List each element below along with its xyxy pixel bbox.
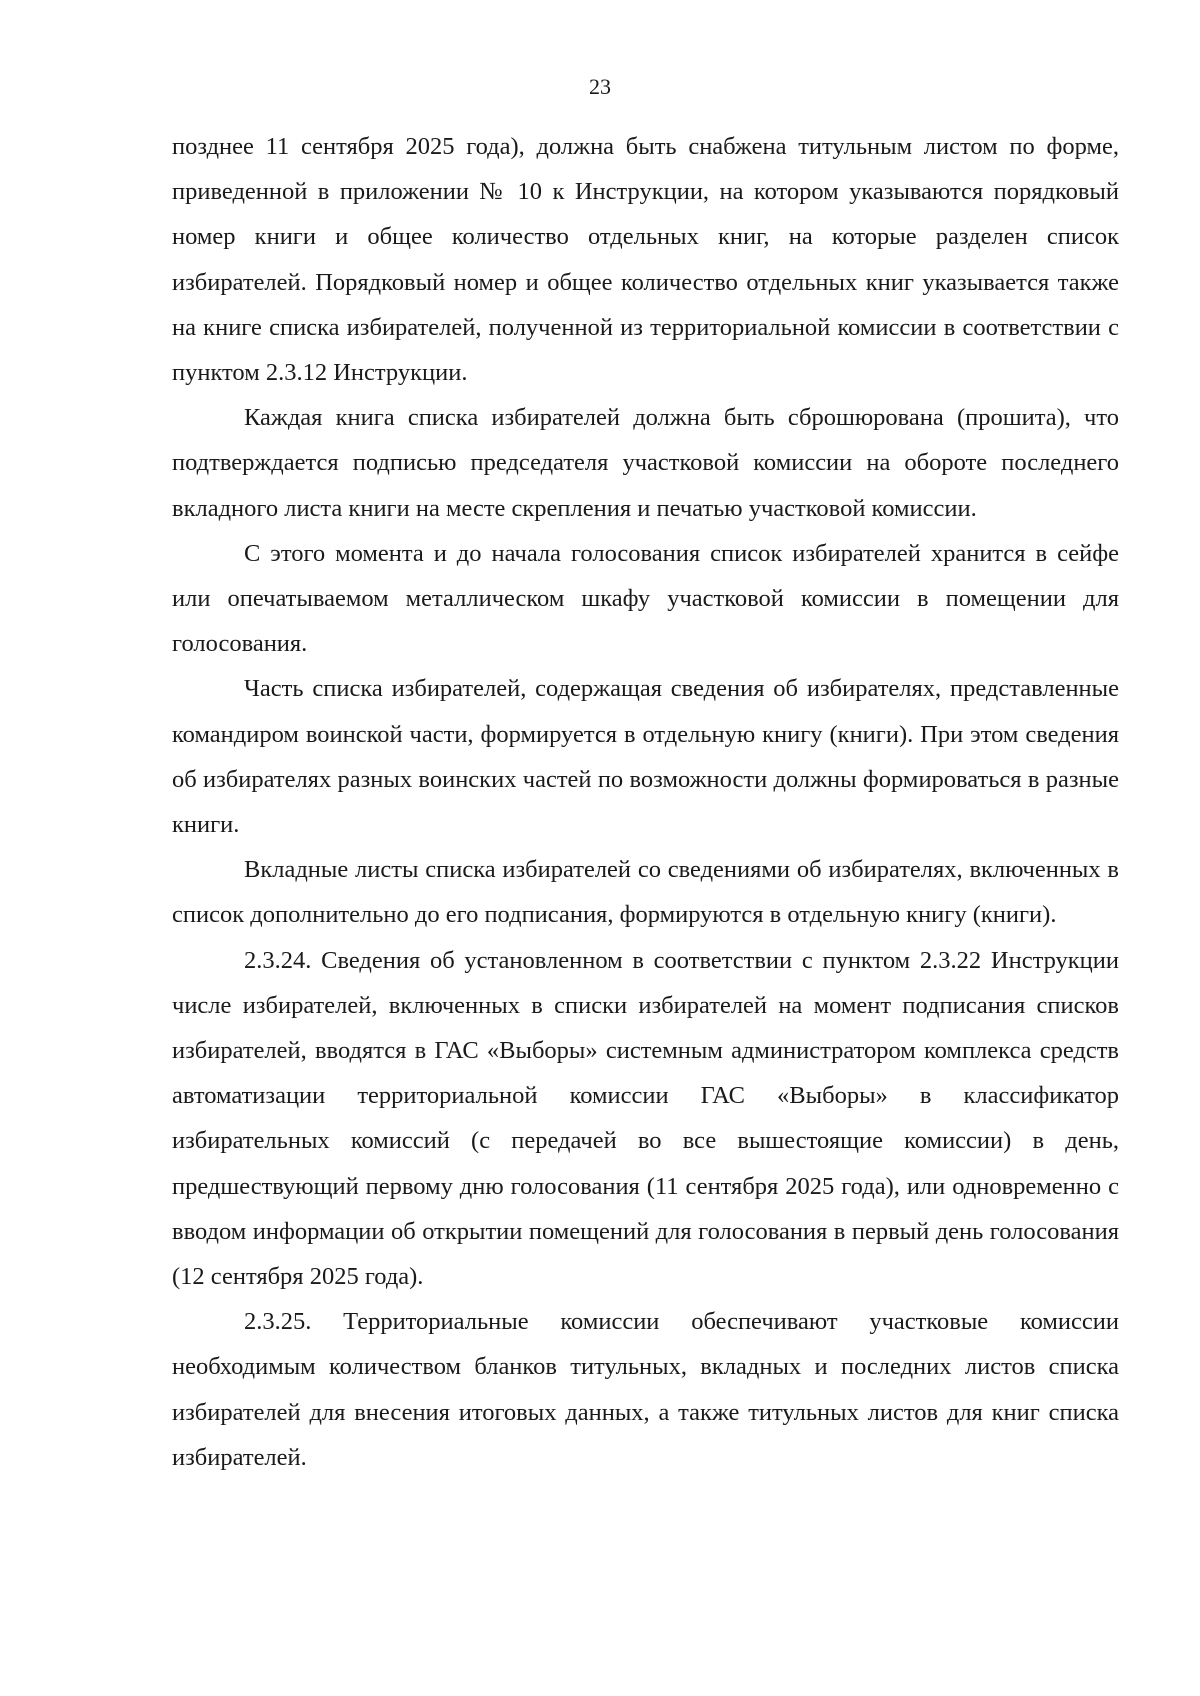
document-body: [172, 124, 1119, 1480]
paragraph-continuation: позднее 11 сентября 2025 года), должна быть снабжена титульным листом по форме, приведенной в приложении № 10 к Инструкции, на котором указываются порядковый номер книги и общее количество отдельных книг, на которые разделен список избирателей. Порядковый номер и общее количество отдельных книг указывается также на книге списка избирателей, полученной из территориальной комиссии в соответствии с пунктом 2.3.12 Инструкции.: [172, 133, 1119, 387]
paragraph-insert-sheets: Вкладные листы списка избирателей со сведениями об избирателях, включенных в список дополнительно до его подписания, формируются в отдельную книгу (книги).: [172, 856, 1119, 929]
paragraph-storage: С этого момента и до начала голосования список избирателей хранится в сейфе или опечатываемом металлическом шкафу участковой комиссии в помещении для голосования.: [172, 539, 1119, 658]
paragraph-2-3-24: 2.3.24. Сведения об установленном в соответствии с пунктом 2.3.22 Инструкции числе избирателей, включенных в списки избирателей на момент подписания списков избирателей, вводятся в ГАС «Выборы» системным администратором комплекса средств автоматизации территориальной комиссии ГАС «Выборы» в классификатор избирательных комиссий (с передачей во все вышестоящие комиссии) в день, предшествующий первому дню голосования (11 сентября 2025 года), или одновременно с вводом информации об открытии помещений для голосования в первый день голосования (12 сентября 2025 года).: [172, 946, 1119, 1291]
page-number: 23: [589, 74, 611, 99]
paragraph-military-unit: Часть списка избирателей, содержащая сведения об избирателях, представленные командиром воинской части, формируется в отдельную книгу (книги). При этом сведения об избирателях разных воинских частей по возможности должны формироваться в разные книги.: [172, 675, 1119, 839]
paragraph-binding: Каждая книга списка избирателей должна быть сброшюрована (прошита), что подтверждается подписью председателя участковой комиссии на обороте последнего вкладного листа книги на месте скрепления и печатью участковой комиссии.: [172, 404, 1119, 522]
paragraph-2-3-25: 2.3.25. Территориальные комиссии обеспечивают участковые комиссии необходимым количеством бланков титульных, вкладных и последних листов списка избирателей для внесения итоговых данных, а также титульных листов для книг списка избирателей.: [172, 1308, 1119, 1471]
